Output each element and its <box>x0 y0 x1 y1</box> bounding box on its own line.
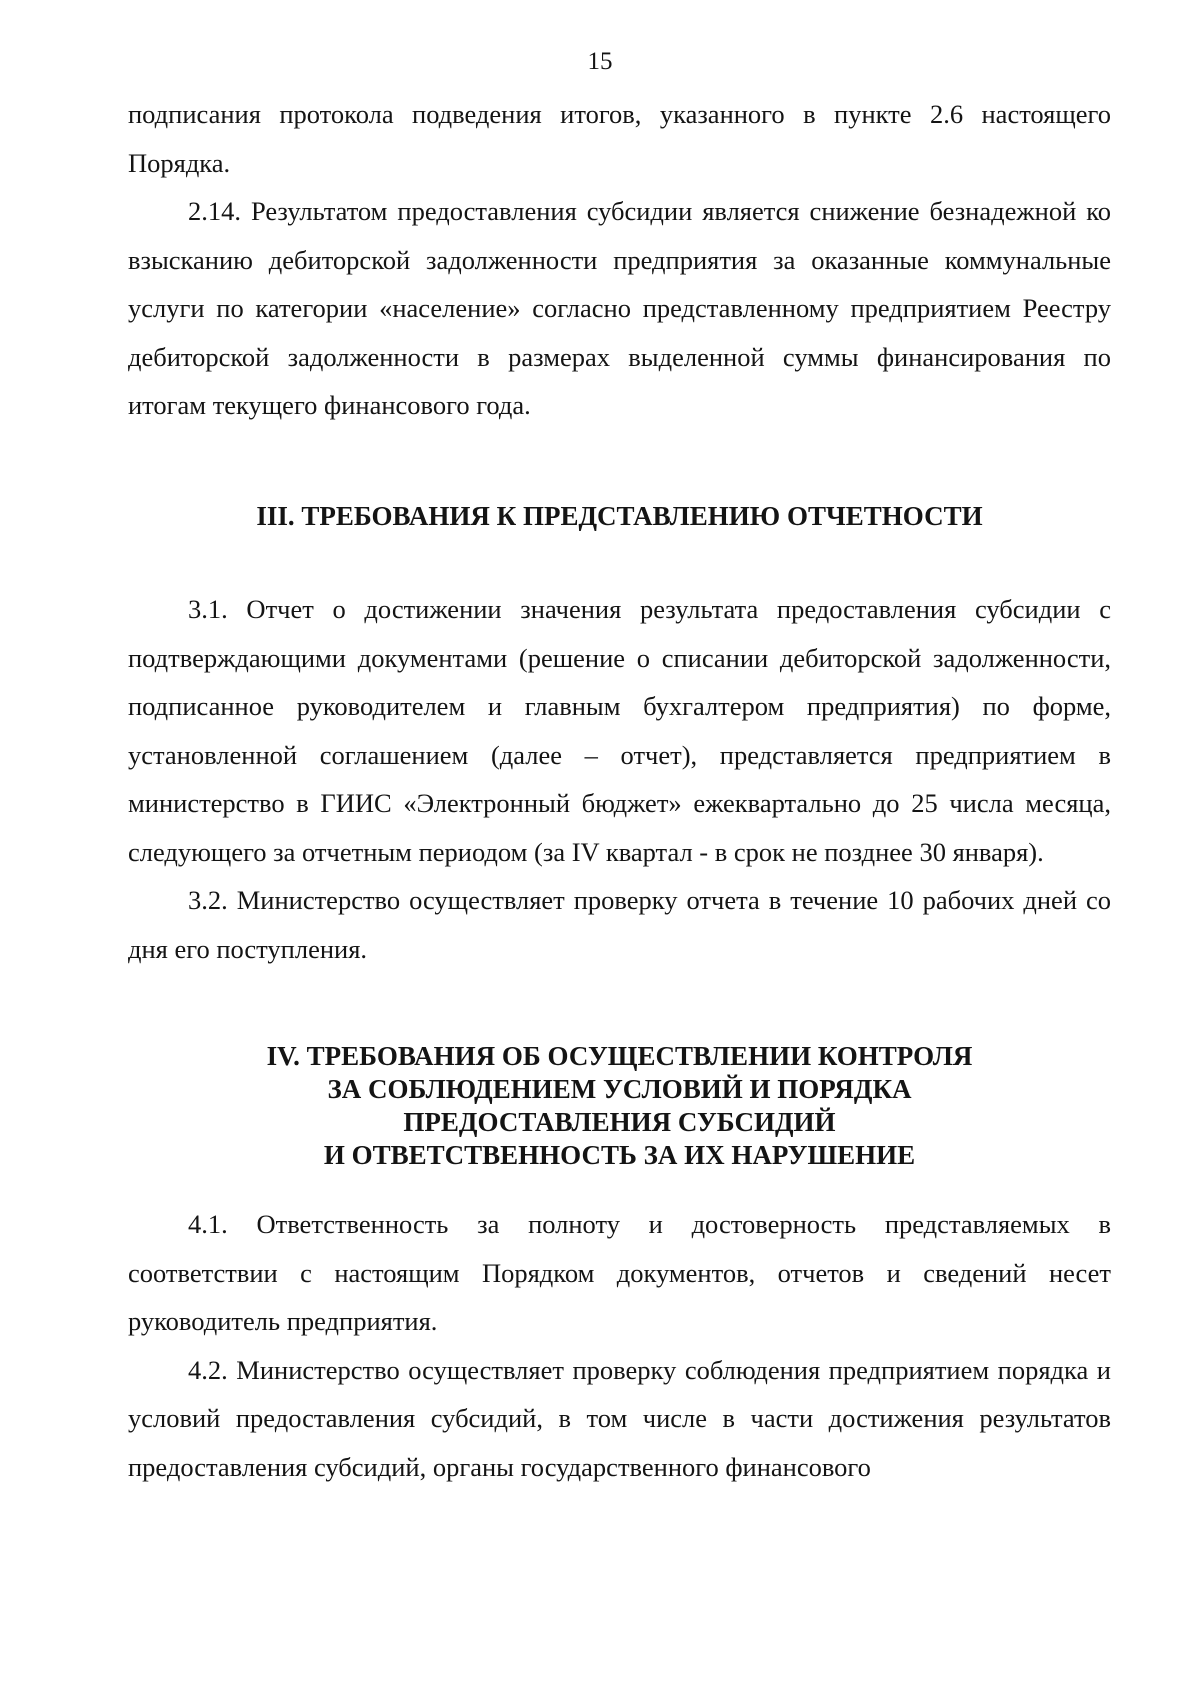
section-4-heading <box>128 1040 1111 1172</box>
paragraph-4-2: 4.2. Министерство осуществляет проверку соблюдения предприятием порядка и условий предоставления субсидий, в том числе в части достижения результатов предоставления субсидий, органы государственного финансового <box>128 1354 1111 1482</box>
paragraph-3-1: 3.1. Отчет о достижении значения результата предоставления субсидии с подтверждающими документами (решение о списании дебиторской задолженности, подписанное руководителем и главным бухгалтером предприятия) по форме, установленной соглашением (далее – отчет), представляется предприятием в министерство в ГИИС «Электронный бюджет» ежеквартально до 25 числа месяца, следующего за отчетным периодом (за IV квартал - в срок не позднее 30 января). <box>128 594 1111 867</box>
section-3-body <box>128 585 1111 973</box>
page-number: 15 <box>587 48 613 75</box>
section-4-heading-line-1: IV. ТРЕБОВАНИЯ ОБ ОСУЩЕСТВЛЕНИИ КОНТРОЛЯ <box>266 1041 973 1071</box>
section-4-heading-line-2: ЗА СОБЛЮДЕНИЕМ УСЛОВИЙ И ПОРЯДКА <box>327 1074 912 1104</box>
section-4-heading-line-4: И ОТВЕТСТВЕННОСТЬ ЗА ИХ НАРУШЕНИЕ <box>323 1140 916 1170</box>
section-3-heading <box>128 500 1111 533</box>
paragraph-2-13-continuation: подписания протокола подведения итогов, указанного в пункте 2.6 настоящего Порядка. <box>128 99 1111 178</box>
section-2-body <box>128 90 1111 430</box>
paragraph-2-14: 2.14. Результатом предоставления субсидии является снижение безнадежной ко взысканию дебиторской задолженности предприятия за оказанные коммунальные услуги по категории «население» согласно представленному предприятием Реестру дебиторской задолженности в размерах выделенной суммы финансирования по итогам текущего финансового года. <box>128 196 1111 420</box>
section-4-body <box>128 1200 1111 1491</box>
paragraph-4-1: 4.1. Ответственность за полноту и достоверность представляемых в соответствии с настоящим Порядком документов, отчетов и сведений несет руководитель предприятия. <box>128 1209 1111 1336</box>
section-4-heading-line-3: ПРЕДОСТАВЛЕНИЯ СУБСИДИЙ <box>403 1107 836 1137</box>
section-3-heading-line: III. ТРЕБОВАНИЯ К ПРЕДСТАВЛЕНИЮ ОТЧЕТНОСТИ <box>256 501 983 531</box>
paragraph-3-2: 3.2. Министерство осуществляет проверку отчета в течение 10 рабочих дней со дня его поступления. <box>128 885 1111 964</box>
